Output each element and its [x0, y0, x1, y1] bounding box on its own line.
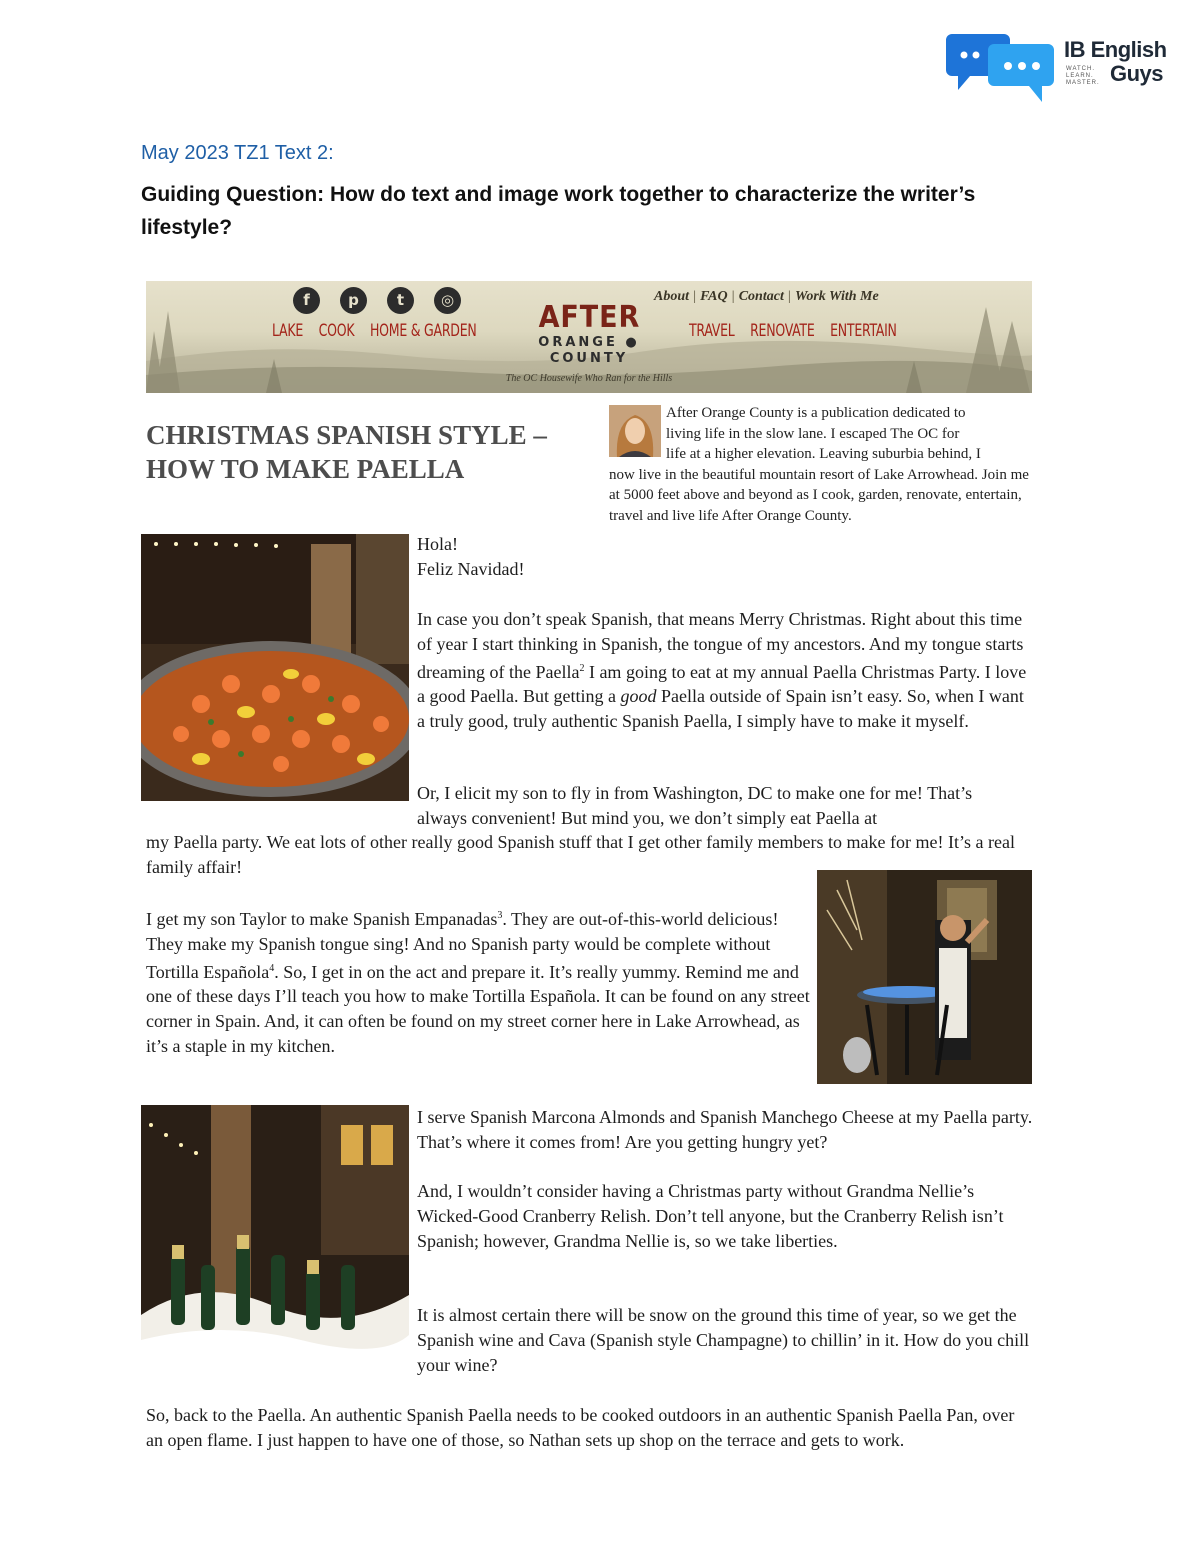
doc-subtitle: May 2023 TZ1 Text 2:: [141, 142, 334, 164]
work-with-me-link[interactable]: Work With Me: [794, 289, 879, 304]
brand-tagline-word: LEARN.: [1066, 73, 1094, 79]
paragraph-3: [146, 904, 810, 1059]
ib-english-guys-logo: [946, 30, 1176, 110]
contact-link[interactable]: Contact: [738, 289, 784, 304]
main-nav-left: [272, 321, 492, 341]
paragraph-2-rest: my Paella party. We eat lots of other really good Spanish stuff that I get other family members to make for me! It’s a real family affair!: [146, 832, 1015, 877]
after-orange-county-logo[interactable]: [500, 301, 678, 384]
pinterest-icon[interactable]: p: [340, 287, 367, 314]
nav-entertain[interactable]: ENTERTAIN: [830, 321, 897, 341]
nav-travel[interactable]: TRAVEL: [689, 321, 735, 341]
chef-cooking-photo: [817, 870, 1032, 1084]
paragraph-1-text: In case you don’t speak Spanish, that means Merry Christmas. Right about this time of year I start thinking in Spanish, the tongue of my ancestors. And my tongue starts dreaming of the Paella: [417, 609, 1024, 682]
nav-renovate[interactable]: RENOVATE: [750, 321, 815, 341]
nav-cook[interactable]: COOK: [318, 321, 355, 341]
emphasis-text: good: [620, 686, 657, 707]
paragraph-3-text: . They are out-of-this-world delicious! They make my Spanish tongue sing! And no Spanish party would be complete without Tortilla Española: [146, 909, 779, 982]
blog-banner: [146, 281, 1032, 393]
site-name: AFTER: [538, 300, 640, 335]
brand-tagline-word: WATCH.: [1066, 66, 1095, 72]
site-sub: ORANGE ● COUNTY: [538, 335, 640, 366]
footnote-marker: 2: [579, 662, 585, 674]
social-icons: [293, 287, 461, 314]
greeting-hola: Hola!: [417, 534, 458, 554]
paragraph-3-text: . So, I get in on the act and prepare it. It’s really yummy. Remind me and one of these days I’ll teach you how to make Tortilla Española. It can be found on any street corner in Spain. And, it can often be found on my street corner here in Lake Arrowhead, as it’s a staple in my kitchen.: [146, 961, 810, 1056]
paragraph-3-text: I get my son Taylor to make Spanish Empanadas: [146, 909, 498, 929]
separator: |: [787, 289, 791, 304]
greeting-feliz-navidad: Feliz Navidad!: [417, 559, 525, 579]
about-link[interactable]: About: [654, 289, 690, 304]
bio-rest: now live in the beautiful mountain resort of Lake Arrowhead. Join me at 5000 feet above and beyond as I cook, garden, renovate, entertain, travel and live life After Orange County.: [609, 466, 1029, 524]
nav-lake[interactable]: LAKE: [272, 321, 304, 341]
brand-line-2: Guys: [1110, 61, 1164, 86]
site-tagline: The OC Housewife Who Ran for the Hills: [505, 373, 673, 384]
paragraph-2-lead: Or, I elicit my son to fly in from Washington, DC to make one for me! That’s always convenient! But mind you, we don’t simply eat Paella at: [417, 783, 973, 828]
bio-line: life at a higher elevation. Leaving suburbia behind, I: [666, 446, 981, 462]
main-nav-right: [689, 321, 912, 341]
paella-photo: [141, 534, 409, 801]
author-bio: [609, 403, 1033, 526]
faq-link[interactable]: FAQ: [700, 289, 728, 304]
footnote-marker: 3: [497, 910, 503, 921]
chat-bubbles-icon: [946, 30, 1058, 110]
paragraph-1: [417, 607, 1033, 734]
facebook-icon[interactable]: f: [293, 287, 320, 314]
separator: |: [731, 289, 735, 304]
bio-line: After Orange County is a publication dedicated to: [666, 405, 966, 421]
nav-home-garden[interactable]: HOME & GARDEN: [369, 321, 477, 341]
paragraph-1-text: Paella outside of Spain isn’t easy. So, when I want a truly good, truly authentic Spanish Paella, I simply have to make it myself.: [417, 686, 1024, 732]
paragraph-4: I serve Spanish Marcona Almonds and Spanish Manchego Cheese at my Paella party. That’s where it comes from! Are you getting hungry yet?: [417, 1107, 1033, 1152]
brand-tagline: [1066, 66, 1108, 87]
instagram-icon[interactable]: ◎: [434, 287, 461, 314]
brand-tagline-word: MASTER.: [1066, 80, 1100, 86]
guiding-question: Guiding Question: How do text and image work together to characterize the writer’s lifestyle?: [141, 183, 976, 239]
brand-line-1: IB English: [1064, 37, 1167, 62]
top-links: [654, 289, 879, 305]
post-title: CHRISTMAS SPANISH STYLE – HOW TO MAKE PAELLA: [146, 420, 547, 484]
separator: |: [693, 289, 697, 304]
paragraph-7: So, back to the Paella. An authentic Spanish Paella needs to be cooked outdoors in an authentic Spanish Paella Pan, over an open flame. I just happen to have one of those, so Nathan sets up shop on the terrace and gets to work.: [146, 1405, 1015, 1450]
footnote-marker: 4: [269, 962, 275, 974]
paragraph-1-text: I am going to eat at my annual Paella Christmas Party. I love a good Paella. But getting a: [417, 661, 1027, 707]
twitter-icon[interactable]: t: [387, 287, 414, 314]
paragraph-6: It is almost certain there will be snow on the ground this time of year, so we get the Spanish wine and Cava (Spanish style Champagne) to chillin’ in it. How do you chill your wine?: [417, 1305, 1030, 1375]
wine-in-snow-photo: [141, 1105, 409, 1375]
bio-line: living life in the slow lane. I escaped The OC for: [666, 425, 960, 442]
paragraph-5: And, I wouldn’t consider having a Christmas party without Grandma Nellie’s Wicked-Good Cranberry Relish. Don’t tell anyone, but the Cranberry Relish isn’t Spanish; however, Grandma Nellie is, so we take liberties.: [417, 1181, 1004, 1251]
